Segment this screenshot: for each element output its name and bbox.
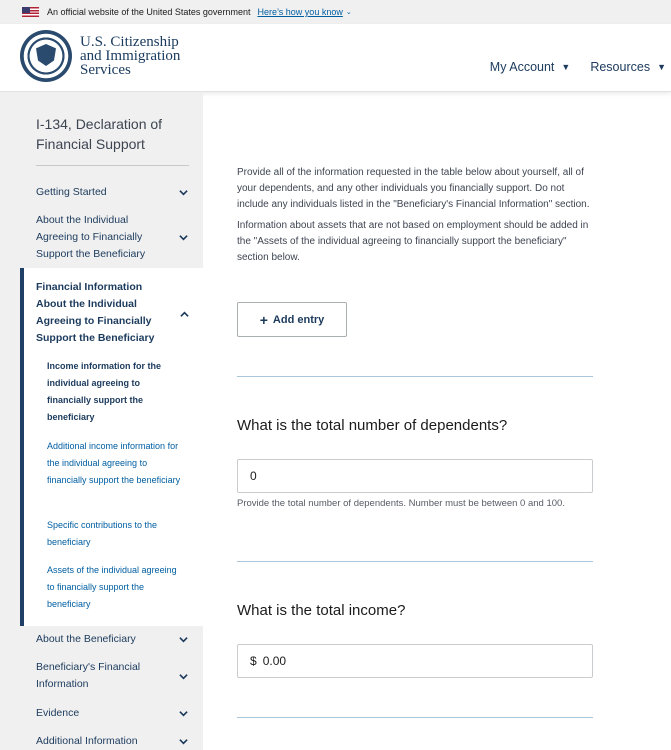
sidebar-item-evidence[interactable] xyxy=(36,705,196,722)
chevron-down-icon xyxy=(179,635,188,644)
caret-down-icon: ▼ xyxy=(657,62,666,72)
chevron-down-icon xyxy=(179,672,188,681)
chevron-up-icon[interactable] xyxy=(180,310,189,319)
chevron-down-icon xyxy=(179,709,188,718)
chevron-down-icon xyxy=(179,233,188,242)
chevron-down-icon xyxy=(179,188,188,197)
sidebar-item-beneficiary-financial[interactable] xyxy=(36,659,196,693)
dependents-question: What is the total number of dependents? xyxy=(237,417,508,434)
chevron-down-icon xyxy=(179,737,188,746)
sidebar-item-label: Additional Information xyxy=(36,735,138,747)
chevron-down-icon[interactable]: ⌄ xyxy=(345,9,352,16)
intro-paragraph-2: Information about assets that are not based on employment should be added in the "Assets of the individual agreeing to financially support the beneficiary" section below. xyxy=(237,220,589,263)
seal-shield-icon xyxy=(36,44,56,66)
subitem-income-information[interactable]: Income information for the individual agreeing to financially support the beneficiary xyxy=(47,361,162,422)
sidebar xyxy=(0,92,203,750)
header-nav xyxy=(490,60,671,74)
intro-text xyxy=(237,165,593,271)
add-entry-label: Add entry xyxy=(272,313,325,326)
agency-name[interactable] xyxy=(80,35,180,77)
sidebar-item-label: About the Individual Agreeing to Financially Support the Beneficiary xyxy=(36,214,146,260)
heres-how-you-know-link[interactable]: Here’s how you know xyxy=(257,7,343,17)
sidebar-item-label: Getting Started xyxy=(36,186,107,198)
currency-symbol: $ xyxy=(250,654,257,668)
section-divider xyxy=(237,376,593,377)
add-entry-button[interactable] xyxy=(237,302,347,337)
income-input[interactable] xyxy=(237,644,593,678)
form-title: I-134, Declaration of Financial Support xyxy=(36,116,163,152)
agency-line-3: Services xyxy=(80,62,131,78)
agency-line-1: U.S. Citizenship xyxy=(80,34,179,50)
sidebar-item-about-individual[interactable] xyxy=(36,212,196,263)
agency-line-2: and Immigration xyxy=(80,48,181,64)
section-divider xyxy=(237,717,593,718)
dependents-hint: Provide the total number of dependents. Number must be between 0 and 100. xyxy=(237,498,565,509)
nav-resources[interactable] xyxy=(590,60,666,74)
sidebar-item-label: Evidence xyxy=(36,707,80,719)
nav-my-account-label: My Account xyxy=(489,60,555,74)
sidebar-item-additional-information[interactable] xyxy=(36,733,196,750)
income-question: What is the total income? xyxy=(237,602,406,619)
sidebar-active-section xyxy=(20,268,203,626)
dhs-seal-logo[interactable] xyxy=(20,30,72,82)
sidebar-item-getting-started[interactable] xyxy=(36,184,196,201)
sidebar-item-label: Beneficiary's Financial Information xyxy=(36,661,141,690)
nav-my-account[interactable] xyxy=(490,60,571,74)
sidebar-divider xyxy=(36,165,189,166)
dependents-input[interactable] xyxy=(237,459,593,493)
subitem-assets[interactable]: Assets of the individual agreeing to financially support the beneficiary xyxy=(47,565,177,609)
subitem-additional-income[interactable]: Additional income information for the individual agreeing to financially support the beneficiary xyxy=(47,441,181,485)
sidebar-item-about-beneficiary[interactable] xyxy=(36,631,196,648)
dependents-value: 0 xyxy=(250,469,257,483)
income-value: 0.00 xyxy=(262,654,287,668)
us-flag-icon xyxy=(22,7,39,17)
section-divider xyxy=(237,561,593,562)
gov-banner xyxy=(0,0,671,24)
sidebar-item-financial-information[interactable]: Financial Information About the Individual Agreeing to Financially Support the Beneficiary xyxy=(36,281,155,344)
caret-down-icon: ▼ xyxy=(561,62,571,72)
gov-banner-text: An official website of the United States government xyxy=(47,7,251,17)
plus-icon: + xyxy=(259,311,268,328)
site-header xyxy=(0,24,671,92)
subitem-specific-contributions[interactable]: Specific contributions to the beneficiary xyxy=(47,520,158,547)
nav-resources-label: Resources xyxy=(590,60,651,74)
intro-paragraph-1: Provide all of the information requested in the table below about yourself, all of your dependents, and any other individuals you financially support. Do not include any individuals listed in the "Beneficiary's Financial Information" section. xyxy=(237,167,590,210)
sidebar-item-label: About the Beneficiary xyxy=(36,633,136,645)
